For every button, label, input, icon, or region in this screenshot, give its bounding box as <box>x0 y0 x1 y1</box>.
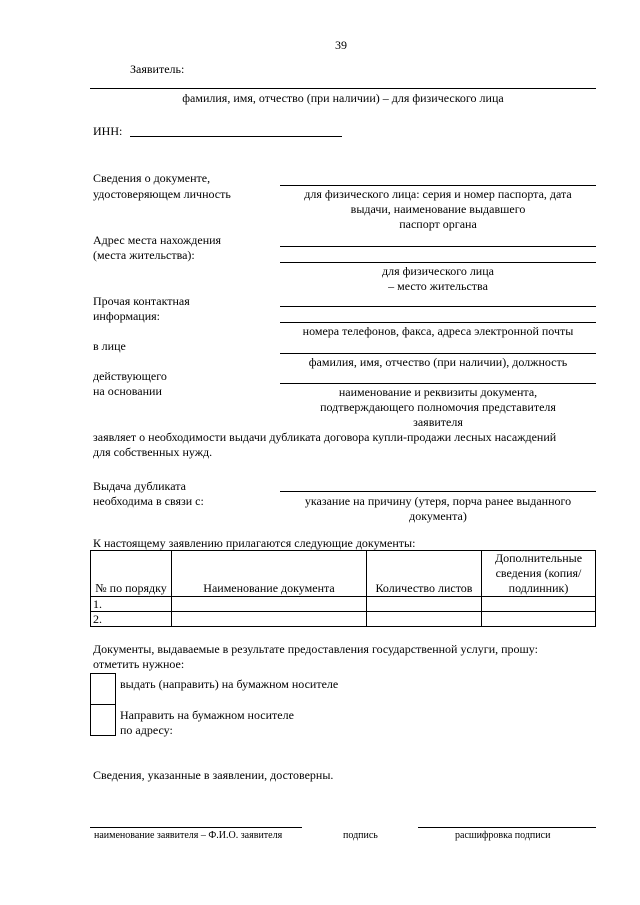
identity-hint: для физического лица: серия и номер паспорта, дата выдачи, наименование выдавшего паспорт органа <box>304 187 572 231</box>
row-sheets-cell[interactable] <box>367 612 482 627</box>
col-number-header: № по порядку <box>91 551 172 597</box>
sign-caption: подпись <box>343 830 378 841</box>
delivery-line-1: Документы, выдаваемые в результате предоставления государственной услуги, прошу: <box>93 642 538 656</box>
identity-label-1: Сведения о документе, <box>93 171 211 185</box>
table-header-row <box>91 551 596 597</box>
identity-field[interactable] <box>280 185 596 186</box>
applicant-label: Заявитель: <box>130 62 185 76</box>
page-number: 39 <box>335 38 347 52</box>
identity-label-2: удостоверяющем личность <box>93 187 231 201</box>
inn-field[interactable] <box>130 136 342 137</box>
contact-label-1: Прочая контактная <box>93 294 190 308</box>
address-label-2: (места жительства): <box>93 248 195 262</box>
applicant-field[interactable] <box>90 88 596 89</box>
col-sheets-header: Количество листов <box>367 551 482 597</box>
reason-label-2: необходима в связи с: <box>93 494 204 508</box>
address-label-1: Адрес места нахождения <box>93 233 222 247</box>
row-name-cell[interactable] <box>172 612 367 627</box>
reason-label-1: Выдача дубликата <box>93 479 186 493</box>
basis-label-2: на основании <box>93 384 162 398</box>
row-number: 1. <box>91 597 172 612</box>
contact-hint: номера телефонов, факса, адреса электронной почты <box>302 324 574 338</box>
row-name-cell[interactable] <box>172 597 367 612</box>
table-row <box>91 597 596 612</box>
confirmation-text: Сведения, указанные в заявлении, достоверны. <box>93 768 334 782</box>
basis-label-1: действующего <box>93 369 167 383</box>
inn-label: ИНН: <box>93 124 123 138</box>
delivery-line-2: отметить нужное: <box>93 657 185 671</box>
table-row <box>91 612 596 627</box>
attachments-table <box>90 550 596 627</box>
decode-caption: расшифровка подписи <box>455 830 551 841</box>
statement-line-2: для собственных нужд. <box>93 445 213 459</box>
represented-hint: фамилия, имя, отчество (при наличии), должность <box>308 355 568 369</box>
attachments-intro: К настоящему заявлению прилагаются следующие документы: <box>93 536 416 550</box>
row-sheets-cell[interactable] <box>367 597 482 612</box>
represented-field[interactable] <box>280 353 596 354</box>
statement-line-1: заявляет о необходимости выдачи дубликата договора купли-продажи лесных насаждений <box>93 430 557 444</box>
applicant-hint: фамилия, имя, отчество (при наличии) – для физического лица <box>182 91 504 105</box>
option-2-checkbox[interactable] <box>90 704 116 736</box>
row-extra-cell[interactable] <box>482 597 596 612</box>
represented-label: в лице <box>93 339 126 353</box>
address-hint: для физического лица – место жительства <box>382 264 494 293</box>
col-name-header: Наименование документа <box>172 551 367 597</box>
col-extra-header: Дополнительные сведения (копия/подлинник) <box>482 551 596 597</box>
option-2-label-1: Направить на бумажном носителе <box>120 708 294 722</box>
contact-field-2[interactable] <box>280 322 596 323</box>
signature-decode-field[interactable] <box>418 827 596 828</box>
reason-field[interactable] <box>280 491 596 492</box>
basis-field[interactable] <box>280 383 596 384</box>
option-1-checkbox[interactable] <box>90 673 116 705</box>
applicant-name-field[interactable] <box>90 827 302 828</box>
contact-label-2: информация: <box>93 309 160 323</box>
reason-hint: указание на причину (утеря, порча ранее выданного документа) <box>304 494 572 523</box>
address-field-1[interactable] <box>280 246 596 247</box>
row-number: 2. <box>91 612 172 627</box>
option-1-label: выдать (направить) на бумажном носителе <box>120 677 339 691</box>
name-caption: наименование заявителя – Ф.И.О. заявителя <box>94 830 283 841</box>
contact-field-1[interactable] <box>280 306 596 307</box>
basis-hint: наименование и реквизиты документа, подтверждающего полномочия представителя заявителя <box>320 385 556 429</box>
row-extra-cell[interactable] <box>482 612 596 627</box>
option-2-label-2: по адресу: <box>120 723 173 737</box>
address-field-2[interactable] <box>280 262 596 263</box>
